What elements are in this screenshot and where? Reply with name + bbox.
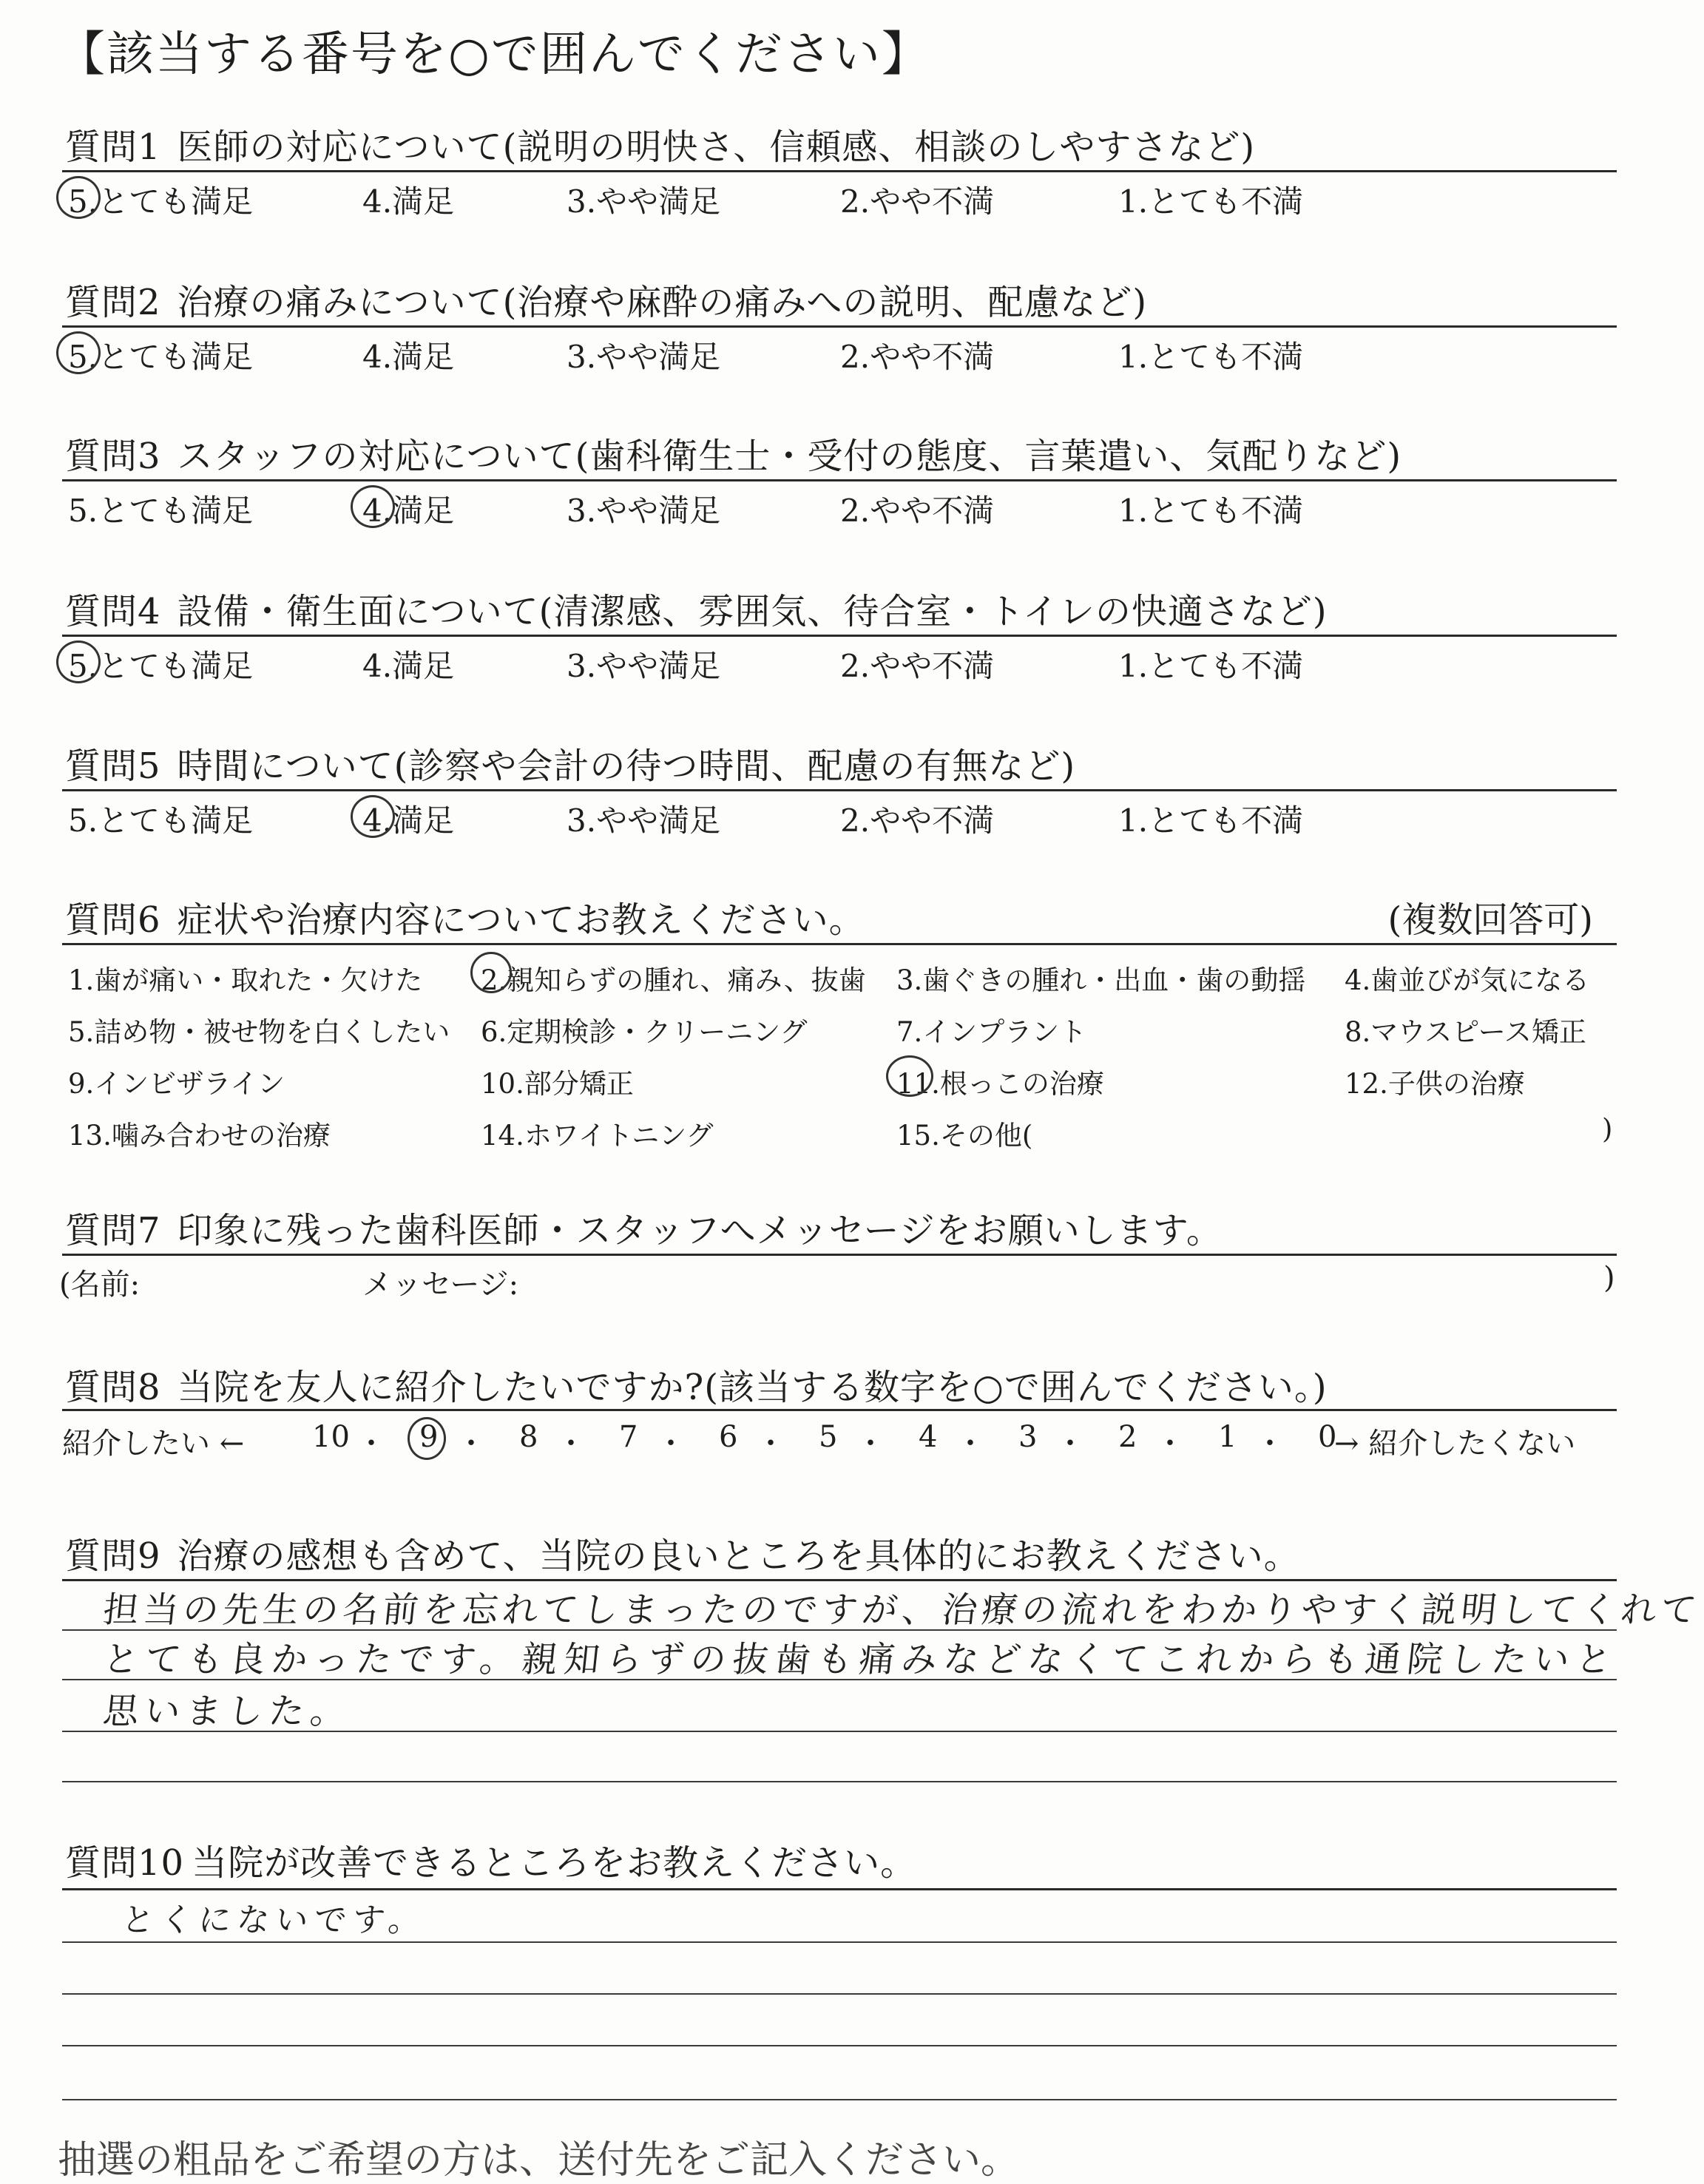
rating-option[interactable]: 2.やや不満 <box>840 339 995 375</box>
symptom-option[interactable]: 13.噛み合わせの治療 <box>68 1120 331 1152</box>
footer-partial-text: 抽選の粗品をご希望の方は、送付先をご記入ください。 <box>58 2138 1020 2183</box>
name-label: (名前: <box>59 1268 141 1302</box>
scale-dot: ・ <box>1155 1427 1185 1461</box>
selection-circle <box>886 1055 933 1097</box>
rating-option[interactable]: 3.やや満足 <box>567 493 721 529</box>
rating-option[interactable]: 5.とても満足 <box>68 802 254 839</box>
other-close-paren: ) <box>1602 1113 1613 1145</box>
scale-number[interactable]: 1 <box>1218 1420 1237 1454</box>
scale-right-label: → 紹介したくない <box>1334 1427 1576 1461</box>
rating-option[interactable]: 1.とても不満 <box>1118 183 1304 220</box>
rating-option[interactable]: 5.とても満足 <box>68 183 254 220</box>
q9-answer-line-2: とても良かったです。親知らずの抜歯も痛みなどなくてこれからも通院したいと <box>101 1639 1620 1680</box>
scale-dot: ・ <box>856 1427 885 1461</box>
answer-line <box>62 2045 1617 2046</box>
symptom-option[interactable]: 4.歯並びが気になる <box>1345 964 1590 996</box>
symptom-option[interactable]: 10.部分矯正 <box>481 1068 634 1100</box>
selection-circle <box>351 795 395 838</box>
question-7-rule <box>62 1254 1617 1256</box>
scale-number[interactable]: 5 <box>819 1420 838 1454</box>
rating-option[interactable]: 4.満足 <box>362 339 455 375</box>
symptom-option[interactable]: 8.マウスピース矯正 <box>1345 1016 1586 1048</box>
rating-option[interactable]: 5.とても満足 <box>68 648 254 684</box>
rating-option[interactable]: 3.やや満足 <box>567 648 721 684</box>
question-6-rule <box>62 943 1617 945</box>
question-8-title: 質問8 当院を友人に紹介したいですか?(該当する数字を○で囲んでください。) <box>65 1367 1328 1408</box>
question-1-title: 質問1 医師の対応について(説明の明快さ、信頼感、相談のしやすさなど) <box>65 126 1256 168</box>
scale-number[interactable]: 3 <box>1018 1420 1038 1454</box>
question-5-title: 質問5 時間について(診察や会計の待つ時間、配慮の有無など) <box>65 746 1076 787</box>
scale-dot: ・ <box>456 1427 486 1461</box>
scale-dot: ・ <box>556 1427 586 1461</box>
answer-line <box>62 1993 1617 1995</box>
rating-option[interactable]: 5.とても満足 <box>68 493 254 529</box>
question-5-rule <box>62 789 1617 791</box>
rating-option[interactable]: 4.満足 <box>362 493 455 529</box>
rating-option[interactable]: 1.とても不満 <box>1118 648 1304 684</box>
scale-dot: ・ <box>1055 1427 1085 1461</box>
scale-number[interactable]: 7 <box>619 1420 638 1454</box>
selection-circle <box>56 331 101 374</box>
message-label: メッセージ: <box>362 1268 519 1302</box>
symptom-option[interactable]: 14.ホワイトニング <box>481 1120 714 1152</box>
symptom-option[interactable]: 9.インビザライン <box>68 1068 285 1100</box>
answer-line <box>62 1941 1617 1943</box>
question-8-rule <box>62 1409 1617 1411</box>
selection-circle <box>470 952 512 993</box>
question-7-title: 質問7 印象に残った歯科医師・スタッフへメッセージをお願いします。 <box>65 1210 1223 1251</box>
question-6-title: 質問6 症状や治療内容についてお教えください。 <box>65 899 865 941</box>
scale-number[interactable]: 2 <box>1118 1420 1137 1454</box>
rating-option[interactable]: 4.満足 <box>362 802 455 839</box>
symptom-option[interactable]: 12.子供の治療 <box>1345 1068 1525 1100</box>
rating-option[interactable]: 5.とても満足 <box>68 339 254 375</box>
message-close-paren: ) <box>1603 1261 1615 1295</box>
rating-option[interactable]: 1.とても不満 <box>1118 339 1304 375</box>
scale-number[interactable]: 0 <box>1318 1420 1337 1454</box>
q9-answer-line-3: 思いました。 <box>101 1691 354 1732</box>
rating-option[interactable]: 2.やや不満 <box>840 183 995 220</box>
selection-circle <box>56 640 101 683</box>
rating-option[interactable]: 4.満足 <box>362 648 455 684</box>
scale-dot: ・ <box>956 1427 985 1461</box>
question-3-title: 質問3 スタッフの対応について(歯科衛生士・受付の態度、言葉遣い、気配りなど) <box>65 436 1402 477</box>
answer-line <box>62 2099 1617 2100</box>
symptom-option[interactable]: 5.詰め物・被せ物を白くしたい <box>68 1016 450 1048</box>
question-10-rule <box>62 1888 1617 1890</box>
scale-number[interactable]: 6 <box>719 1420 738 1454</box>
rating-option[interactable]: 2.やや不満 <box>840 493 995 529</box>
scale-dot: ・ <box>356 1427 386 1461</box>
selection-circle <box>408 1417 446 1460</box>
symptom-option[interactable]: 3.歯ぐきの腫れ・出血・歯の動揺 <box>896 964 1306 996</box>
question-10-title: 質問10 当院が改善できるところをお教えください。 <box>65 1842 917 1884</box>
rating-option[interactable]: 3.やや満足 <box>567 802 721 839</box>
rating-option[interactable]: 3.やや満足 <box>567 183 721 220</box>
selection-circle <box>56 176 101 219</box>
question-4-title: 質問4 設備・衛生面について(清潔感、雰囲気、待合室・トイレの快適さなど) <box>65 591 1328 632</box>
q9-answer-line-1: 担当の先生の名前を忘れてしまったのですが、治療の流れをわかりやすく説明してくれて <box>101 1589 1703 1631</box>
question-4-rule <box>62 635 1617 637</box>
q10-answer-line-1: とくにないです。 <box>119 1901 429 1939</box>
symptom-option[interactable]: 15.その他( <box>896 1120 1033 1152</box>
rating-option[interactable]: 1.とても不満 <box>1118 802 1304 839</box>
question-9-title: 質問9 治療の感想も含めて、当院の良いところを具体的にお教えください。 <box>65 1535 1300 1577</box>
scale-dot: ・ <box>1255 1427 1285 1461</box>
symptom-option[interactable]: 6.定期検診・クリーニング <box>481 1016 808 1048</box>
referral-scale <box>62 1420 1617 1464</box>
answer-line <box>62 1781 1617 1782</box>
question-2-rule <box>62 325 1617 328</box>
scale-left-label: 紹介したい ← <box>62 1427 245 1461</box>
rating-option[interactable]: 1.とても不満 <box>1118 493 1304 529</box>
rating-option[interactable]: 3.やや満足 <box>567 339 721 375</box>
page-heading: 【該当する番号を○で囲んでください】 <box>58 27 930 82</box>
rating-option[interactable]: 2.やや不満 <box>840 802 995 839</box>
rating-option[interactable]: 4.満足 <box>362 183 455 220</box>
symptom-option[interactable]: 2.親知らずの腫れ、痛み、抜歯 <box>481 964 866 996</box>
question-1-rule <box>62 170 1617 172</box>
symptom-option[interactable]: 7.インプラント <box>896 1016 1087 1048</box>
scale-dot: ・ <box>756 1427 785 1461</box>
scale-number[interactable]: 9 <box>419 1420 439 1454</box>
scale-number[interactable]: 4 <box>919 1420 938 1454</box>
symptom-option[interactable]: 11.根っこの治療 <box>896 1068 1104 1100</box>
scale-dot: ・ <box>656 1427 686 1461</box>
question-6-note: (複数回答可) <box>1387 899 1593 941</box>
scale-number[interactable]: 8 <box>519 1420 538 1454</box>
question-2-title: 質問2 治療の痛みについて(治療や麻酔の痛みへの説明、配慮など) <box>65 282 1148 323</box>
scale-number[interactable]: 10 <box>312 1420 350 1454</box>
selection-circle <box>351 485 395 528</box>
rating-option[interactable]: 2.やや不満 <box>840 648 995 684</box>
symptom-option[interactable]: 1.歯が痛い・取れた・欠けた <box>68 964 423 996</box>
question-3-rule <box>62 479 1617 481</box>
